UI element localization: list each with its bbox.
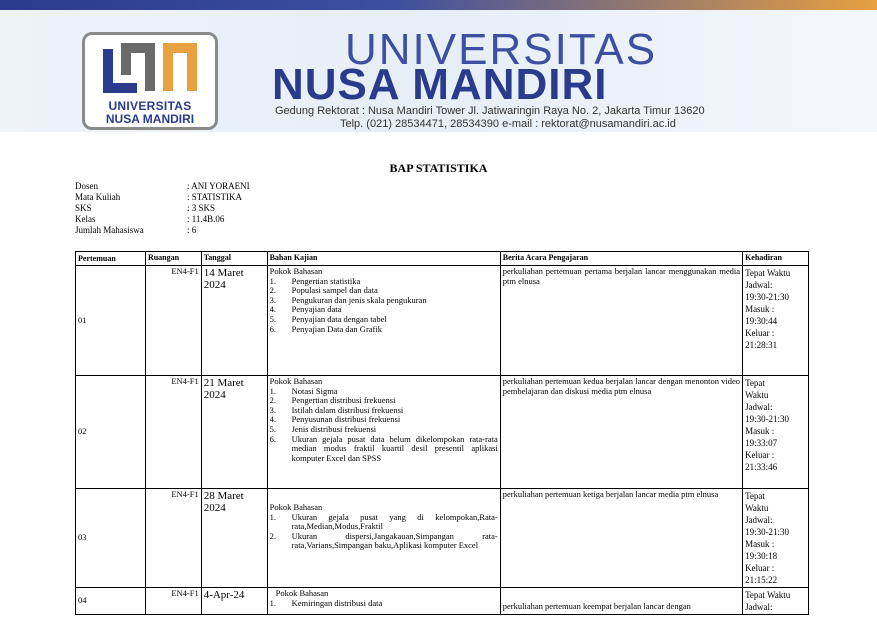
info-value: : 3 SKS bbox=[187, 203, 216, 213]
cell-berita-acara: perkuliahan pertemuan kedua berjalan lancar dengan menonton video pembelajaran dan diskusi media ptm elnusa bbox=[500, 376, 742, 489]
cell-kehadiran bbox=[743, 588, 809, 615]
kehadiran-line: Keluar : bbox=[745, 328, 775, 338]
list-item bbox=[270, 435, 498, 464]
header-kehadiran: Kehadiran bbox=[743, 252, 809, 266]
info-label: Jumlah Mahasiswa bbox=[75, 225, 144, 235]
info-row bbox=[75, 181, 250, 192]
list-text: Pengertian distribusi frekuensi bbox=[291, 395, 396, 406]
cell-bahan-kajian bbox=[267, 376, 500, 489]
list-text: Penyajian data dengan tabel bbox=[291, 313, 387, 324]
info-row bbox=[75, 192, 250, 203]
table-row bbox=[76, 266, 809, 376]
header-berita-acara: Berita Acara Pengajaran bbox=[500, 252, 742, 266]
logo-text-line2: NUSA MANDIRI bbox=[105, 112, 195, 126]
info-label: SKS bbox=[75, 203, 92, 213]
table-row bbox=[76, 376, 809, 489]
cell-ruangan: EN4-F1 bbox=[145, 266, 201, 376]
kehadiran-line: 19:30-21:30 bbox=[745, 527, 790, 537]
bahan-list bbox=[270, 599, 498, 609]
list-number: 5. bbox=[269, 313, 276, 324]
address-line2: Telp. (021) 28534471, 28534390 e-mail : rektorat@nusamandiri.ac.id bbox=[340, 118, 676, 130]
list-text: Penyajian Data dan Grafik bbox=[291, 323, 382, 334]
cell-kehadiran bbox=[743, 489, 809, 588]
list-number: 2. bbox=[269, 395, 276, 406]
kehadiran-line: 19:30-21:30 bbox=[745, 414, 790, 424]
kehadiran-line: 19:33:07 bbox=[745, 438, 778, 448]
cell-tanggal: 14 Maret 2024 bbox=[201, 266, 267, 376]
list-number: 3. bbox=[269, 404, 276, 415]
list-item bbox=[270, 532, 498, 551]
list-number: 4. bbox=[269, 414, 276, 425]
list-number: 1. bbox=[269, 275, 276, 286]
kehadiran-line: Jadwal: bbox=[745, 602, 773, 612]
list-text: Kemiringan distribusi data bbox=[291, 597, 383, 608]
table-body bbox=[76, 266, 809, 615]
course-info bbox=[75, 181, 250, 236]
list-item bbox=[270, 599, 498, 609]
letterhead-banner bbox=[0, 10, 877, 132]
logo-text-line1: UNIVERSITAS bbox=[108, 99, 192, 113]
kehadiran-line: Masuk : bbox=[745, 539, 775, 549]
table-header-row bbox=[76, 252, 809, 266]
info-row bbox=[75, 214, 250, 225]
header-color-bar bbox=[0, 0, 877, 10]
info-value: : 6 bbox=[187, 225, 197, 235]
cell-ruangan: EN4-F1 bbox=[145, 376, 201, 489]
list-number: 1. bbox=[269, 511, 276, 522]
list-text: Pengukuran dan jenis skala pengukuran bbox=[291, 294, 427, 305]
bahan-list bbox=[270, 277, 498, 335]
university-title-line2: NUSA MANDIRI bbox=[272, 60, 608, 109]
cell-kehadiran bbox=[743, 266, 809, 376]
list-number: 2. bbox=[269, 285, 276, 296]
info-label: Mata Kuliah bbox=[75, 192, 121, 202]
document-title: BAP STATISTIKA bbox=[389, 161, 488, 175]
bahan-list bbox=[270, 513, 498, 551]
list-number: 6. bbox=[269, 323, 276, 334]
bahan-title: Pokok Bahasan bbox=[269, 266, 323, 276]
address-line1: Gedung Rektorat : Nusa Mandiri Tower Jl. Jatiwaringin Raya No. 2, Jakarta Timur 13620 bbox=[275, 105, 705, 117]
list-number: 5. bbox=[269, 423, 276, 434]
table-row bbox=[76, 588, 809, 615]
info-row bbox=[75, 225, 250, 236]
info-label: Kelas bbox=[75, 214, 96, 224]
cell-berita-acara: perkuliahan pertemuan keempat berjalan lancar dengan bbox=[500, 588, 742, 615]
kehadiran-line: Tepat bbox=[745, 378, 765, 388]
header-ruangan: Ruangan bbox=[145, 252, 201, 266]
kehadiran-line: 21:15:22 bbox=[745, 575, 778, 585]
kehadiran-line: 19:30:18 bbox=[745, 551, 778, 561]
list-text: Notasi Sigma bbox=[291, 385, 338, 396]
attendance-table bbox=[75, 251, 809, 615]
cell-kehadiran bbox=[743, 376, 809, 489]
kehadiran-line: Tepat bbox=[745, 491, 765, 501]
logo-mark-icon bbox=[97, 41, 205, 99]
cell-tanggal: 4-Apr-24 bbox=[201, 588, 267, 615]
cell-pertemuan: 03 bbox=[76, 489, 146, 588]
list-number: 1. bbox=[269, 597, 276, 608]
info-value: : STATISTIKA bbox=[187, 192, 243, 202]
cell-pertemuan: 01 bbox=[76, 266, 146, 376]
list-item bbox=[270, 325, 498, 335]
kehadiran-line: Tepat Waktu bbox=[745, 590, 791, 600]
list-text: Penyusunan distribusi frekuensi bbox=[291, 414, 401, 425]
kehadiran-line: Keluar : bbox=[745, 563, 775, 573]
list-text: Populasi sampel dan data bbox=[291, 285, 378, 296]
list-text: Istilah dalam distribusi frekuensi bbox=[291, 404, 404, 415]
kehadiran-line: Waktu bbox=[745, 503, 769, 513]
list-number: 6. bbox=[269, 433, 276, 444]
kehadiran-line: Waktu bbox=[745, 390, 769, 400]
cell-berita-acara: perkuliahan pertemuan ketiga berjalan lancar media ptm elnusa bbox=[500, 489, 742, 588]
list-text: Jenis distribusi frekuensi bbox=[291, 423, 377, 434]
kehadiran-line: 21:33:46 bbox=[745, 462, 778, 472]
list-number: 1. bbox=[269, 385, 276, 396]
bahan-title: Pokok Bahasan bbox=[269, 502, 323, 512]
bahan-list bbox=[270, 387, 498, 464]
list-number: 2. bbox=[269, 530, 276, 541]
cell-tanggal: 28 Maret 2024 bbox=[201, 489, 267, 588]
cell-bahan-kajian bbox=[267, 588, 500, 615]
kehadiran-line: Jadwal: bbox=[745, 402, 773, 412]
header-tanggal: Tanggal bbox=[201, 252, 267, 266]
info-row bbox=[75, 203, 250, 214]
cell-pertemuan: 02 bbox=[76, 376, 146, 489]
kehadiran-line: Masuk : bbox=[745, 426, 775, 436]
kehadiran-line: Masuk : bbox=[745, 304, 775, 314]
kehadiran-line: 19:30-21:30 bbox=[745, 292, 790, 302]
cell-berita-acara: perkuliahan pertemuan pertama berjalan lancar menggunakan media ptm elnusa bbox=[500, 266, 742, 376]
list-text: Ukuran gejala pusat yang di kelompokan,Rata-rata,Median,Modus,Fraktil bbox=[291, 511, 498, 532]
cell-pertemuan: 04 bbox=[76, 588, 146, 615]
list-number: 3. bbox=[269, 294, 276, 305]
table-row bbox=[76, 489, 809, 588]
cell-bahan-kajian bbox=[267, 266, 500, 376]
list-number: 4. bbox=[269, 304, 276, 315]
list-text: Pengertian statistika bbox=[291, 275, 361, 286]
university-title-line1: UNIVERSITAS bbox=[345, 25, 658, 74]
cell-tanggal: 21 Maret 2024 bbox=[201, 376, 267, 489]
kehadiran-line: 21:28:31 bbox=[745, 340, 778, 350]
university-logo bbox=[82, 32, 218, 130]
kehadiran-line: Jadwal: bbox=[745, 280, 773, 290]
info-value: : 11.4B.06 bbox=[187, 214, 225, 224]
cell-ruangan: EN4-F1 bbox=[145, 489, 201, 588]
kehadiran-line: Jadwal: bbox=[745, 515, 773, 525]
cell-bahan-kajian bbox=[267, 489, 500, 588]
cell-ruangan: EN4-F1 bbox=[145, 588, 201, 615]
list-text: Ukuran gejala pusat data belum dikelompokan rata-rata median modus fraktil kuartil desil presentil aplikasi komputer Excel dan SPSS bbox=[291, 433, 498, 463]
bahan-title: Pokok Bahasan bbox=[269, 376, 323, 386]
list-text: Ukuran dispersi,Jangakauan,Simpangan rata-rata,Varians,Simpangan baku,Aplikasi komputer Excel bbox=[291, 530, 498, 551]
bahan-title: Pokok Bahasan bbox=[275, 588, 329, 598]
list-item bbox=[270, 513, 498, 532]
kehadiran-line: Keluar : bbox=[745, 450, 775, 460]
kehadiran-line: Tepat Waktu bbox=[745, 268, 791, 278]
kehadiran-line: 19:30:44 bbox=[745, 316, 778, 326]
list-text: Penyajian data bbox=[291, 304, 342, 315]
header-pertemuan: Pertemuan bbox=[76, 252, 146, 266]
header-bahan-kajian: Bahan Kajian bbox=[267, 252, 500, 266]
info-label: Dosen bbox=[75, 181, 98, 191]
info-value: : ANI YORAENI bbox=[187, 181, 250, 191]
